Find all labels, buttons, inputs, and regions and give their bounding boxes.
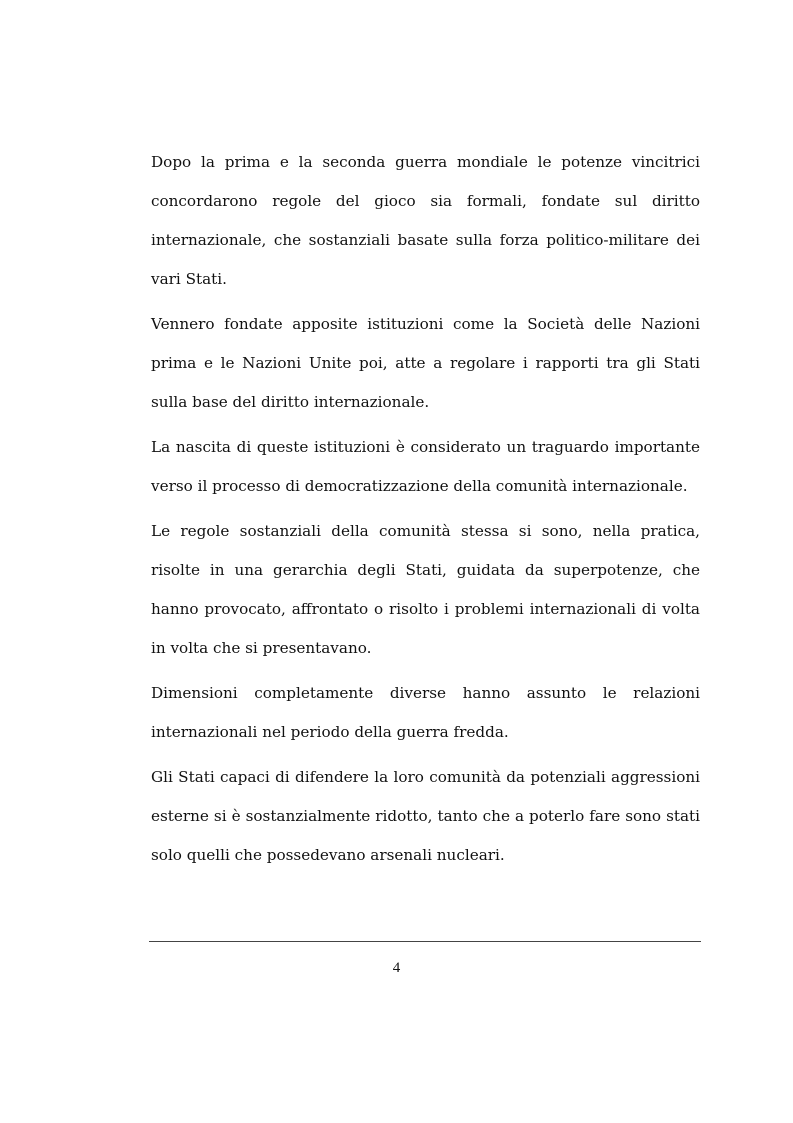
- paragraph-1: Dopo la prima e la seconda guerra mondiale le potenze vincitrici concordarono regole del gioco sia formali, fondate sul diritto internazionale, che sostanziali basate sulla forza politico-militare dei vari Stati.: [151, 153, 700, 288]
- paragraph-3: La nascita di queste istituzioni è considerato un traguardo importante verso il processo di democratizzazione della comunità internazionale.: [151, 438, 700, 495]
- paragraph-4: Le regole sostanziali della comunità stessa si sono, nella pratica, risolte in una gerarchia degli Stati, guidata da superpotenze, che hanno provocato, affrontato o risolto i problemi internazionali di volta in volta che si presentavano.: [151, 522, 700, 657]
- body-text: [151, 143, 700, 881]
- paragraph-6: Gli Stati capaci di difendere la loro comunità da potenziali aggressioni esterne si è sostanzialmente ridotto, tanto che a poterlo fare sono stati solo quelli che possedevano arsenali nucleari.: [151, 768, 700, 864]
- paragraph-5: Dimensioni completamente diverse hanno assunto le relazioni internazionali nel periodo della guerra fredda.: [151, 684, 700, 741]
- paragraph-2: Vennero fondate apposite istituzioni come la Società delle Nazioni prima e le Nazioni Unite poi, atte a regolare i rapporti tra gli Stati sulla base del diritto internazionale.: [151, 315, 700, 411]
- footer-divider: [149, 941, 701, 942]
- page-number: 4: [392, 960, 401, 976]
